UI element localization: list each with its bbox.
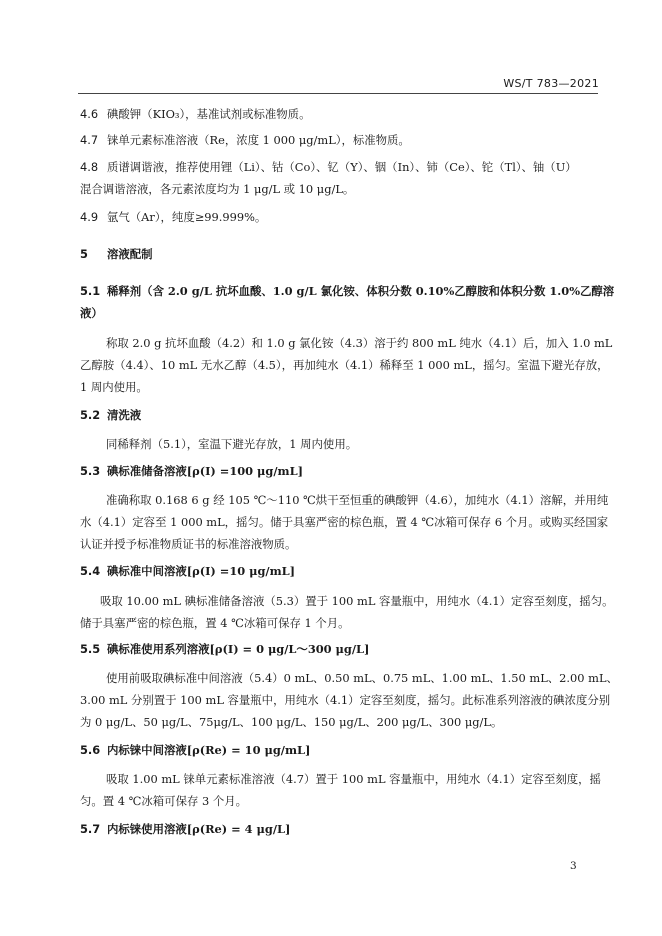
paragraph-5-3-line3: 认证并授予标准物质证书的标准溶液物质。 [80, 537, 297, 551]
paragraph-5-3-line2: 水（4.1）定容至 1 000 mL，摇匀。储于具塞严密的棕色瓶，置 4 ℃冰箱可保存 6 个月。或购买经国家 [80, 515, 609, 529]
item-text: 氩气（Ar），纯度≥99.999%。 [107, 210, 267, 224]
section-title: 碘标准储备溶液[ρ(I) =100 μg/mL] [107, 464, 303, 478]
section-title: 碘标准使用系列溶液[ρ(I) = 0 μg/L～300 μg/L] [107, 642, 370, 656]
paragraph-5-4-line2: 储于具塞严密的棕色瓶，置 4 ℃冰箱可保存 1 个月。 [80, 616, 350, 630]
section-title: 清洗液 [107, 408, 142, 422]
section-title: 稀释剂（含 2.0 g/L 抗坏血酸、1.0 g/L 氯化铵、体积分数 0.10%乙醇胺和体积分数 1.0%乙醇溶 [107, 284, 615, 298]
section-5-heading [80, 247, 153, 261]
section-title: 内标铼使用溶液[ρ(Re) = 4 μg/L] [107, 822, 291, 836]
item-4-6 [80, 107, 310, 121]
section-title: 溶液配制 [107, 247, 153, 261]
item-4-7 [80, 133, 410, 147]
item-text: 质谱调谐液，推荐使用锂（Li）、钴（Co）、钇（Y）、铟（In）、铈（Ce）、铊（Tl）、铀（U） [107, 160, 577, 174]
section-number: 5 [80, 247, 88, 261]
item-number: 4.8 [80, 160, 99, 174]
item-4-8-cont: 混合调谐溶液，各元素浓度均为 1 μg/L 或 10 μg/L。 [80, 182, 355, 196]
section-number: 5.3 [80, 464, 101, 478]
item-number: 4.9 [80, 210, 99, 224]
standard-code: WS/T 783—2021 [503, 77, 599, 90]
item-number: 4.7 [80, 133, 99, 147]
paragraph-5-6-line1: 吸取 1.00 mL 铼单元素标准溶液（4.7）置于 100 mL 容量瓶中，用纯水（4.1）定容至刻度，摇 [106, 772, 601, 786]
item-4-9 [80, 210, 266, 224]
paragraph-5-5-line1: 使用前吸取碘标准中间溶液（5.4）0 mL、0.50 mL、0.75 mL、1.00 mL、1.50 mL、2.00 mL、 [106, 671, 618, 685]
heading-5-2 [80, 408, 141, 422]
heading-5-3 [80, 464, 303, 478]
paragraph-5-6-line2: 匀。置 4 ℃冰箱可保存 3 个月。 [80, 794, 248, 808]
paragraph-5-1-line3: 1 周内使用。 [80, 380, 148, 394]
section-number: 5.6 [80, 743, 101, 757]
section-number: 5.1 [80, 284, 101, 298]
paragraph-5-5-line2: 3.00 mL 分别置于 100 mL 容量瓶中，用纯水（4.1）定容至刻度，摇匀。此标准系列溶液的碘浓度分别 [80, 693, 611, 707]
heading-5-1 [80, 284, 614, 298]
paragraph-5-1-line2: 乙醇胺（4.4）、10 mL 无水乙醇（4.5），再加纯水（4.1）稀释至 1 000 mL，摇匀。室温下避光存放， [80, 358, 609, 372]
paragraph-5-1-line1: 称取 2.0 g 抗坏血酸（4.2）和 1.0 g 氯化铵（4.3）溶于约 800 mL 纯水（4.1）后，加入 1.0 mL [106, 336, 613, 350]
item-number: 4.6 [80, 107, 99, 121]
page-number: 3 [570, 860, 577, 872]
heading-5-1-cont: 液） [80, 306, 103, 320]
header-rule [78, 93, 598, 94]
item-text: 碘酸钾（KIO₃），基准试剂或标准物质。 [107, 107, 311, 121]
paragraph-5-4-line1: 吸取 10.00 mL 碘标准储备溶液（5.3）置于 100 mL 容量瓶中，用纯水（4.1）定容至刻度，摇匀。 [100, 594, 614, 608]
section-title: 碘标准中间溶液[ρ(I) =10 μg/mL] [107, 564, 296, 578]
section-number: 5.7 [80, 822, 101, 836]
item-4-8 [80, 160, 577, 174]
heading-5-4 [80, 564, 295, 578]
paragraph-5-5-line3: 为 0 μg/L、50 μg/L、75μg/L、100 μg/L、150 μg/L、200 μg/L、300 μg/L。 [80, 715, 503, 729]
heading-5-6 [80, 743, 310, 757]
heading-5-5 [80, 642, 369, 656]
section-title: 内标铼中间溶液[ρ(Re) = 10 μg/mL] [107, 743, 311, 757]
heading-5-7 [80, 822, 290, 836]
section-number: 5.5 [80, 642, 101, 656]
section-number: 5.4 [80, 564, 101, 578]
item-text: 铼单元素标准溶液（Re，浓度 1 000 μg/mL），标准物质。 [107, 133, 410, 147]
paragraph-5-3-line1: 准确称取 0.168 6 g 经 105 ℃～110 ℃烘干至恒重的碘酸钾（4.6），加纯水（4.1）溶解，并用纯 [106, 493, 609, 507]
paragraph-5-2: 同稀释剂（5.1），室温下避光存放，1 周内使用。 [106, 437, 358, 451]
section-number: 5.2 [80, 408, 101, 422]
